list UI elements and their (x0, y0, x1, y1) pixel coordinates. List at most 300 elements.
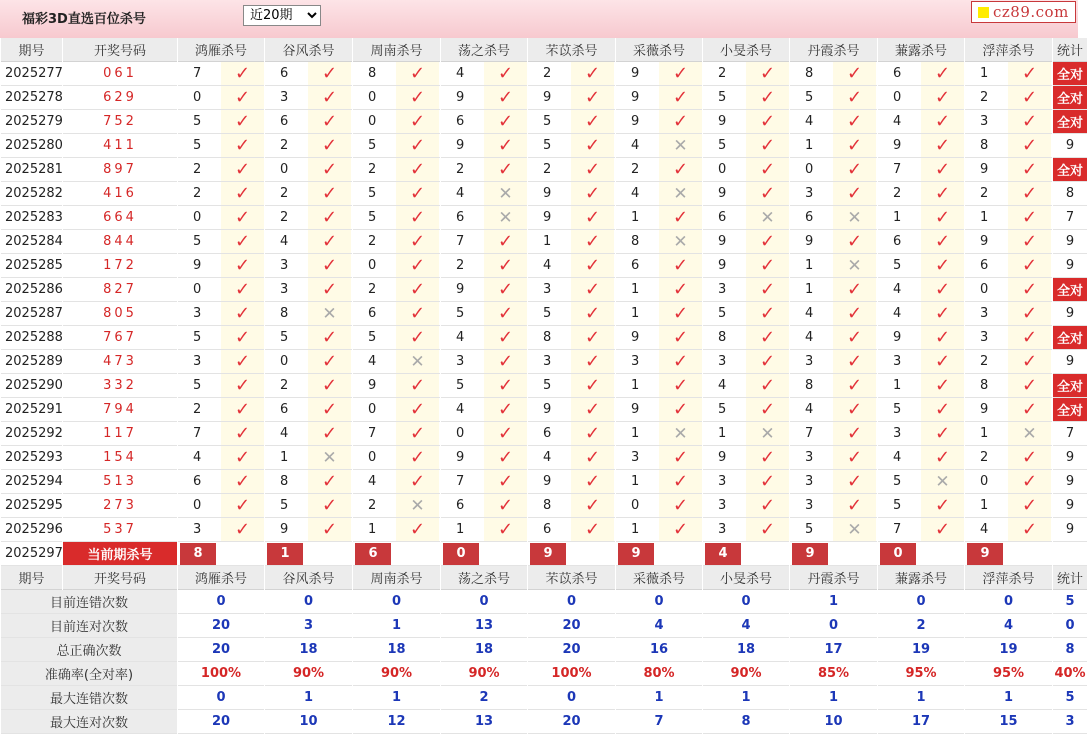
stat-cell: 9 (1053, 446, 1087, 470)
check-icon: ✓ (221, 422, 264, 445)
kill-cell (878, 158, 964, 182)
kill-cell (790, 62, 877, 86)
kill-number: 5 (718, 90, 727, 105)
period-cell: 2025280 (1, 134, 62, 158)
draw-number-cell: 664 (63, 206, 177, 230)
stat-cell: 全对 (1053, 374, 1087, 398)
check-icon: ✓ (484, 134, 527, 157)
check-icon: ✓ (746, 350, 789, 373)
kill-number: 3 (805, 186, 814, 201)
kill-cell (878, 326, 964, 350)
kill-cell (965, 206, 1052, 230)
cross-icon: ✕ (484, 206, 527, 229)
kill-number: 9 (718, 114, 727, 129)
period-cell: 2025282 (1, 182, 62, 206)
check-icon: ✓ (921, 206, 964, 229)
kill-cell (878, 350, 964, 374)
check-icon: ✓ (659, 446, 702, 469)
top-killer-header: 周南杀号 (353, 38, 440, 62)
kill-cell (265, 62, 352, 86)
stat-cell: 全对 (1053, 62, 1087, 86)
check-icon: ✓ (746, 230, 789, 253)
cross-icon: ✕ (833, 254, 876, 277)
kill-cell (790, 182, 877, 206)
kill-cell (353, 422, 440, 446)
check-icon: ✓ (659, 470, 702, 493)
kill-number: 5 (718, 306, 727, 321)
stat-value: 3 (1053, 710, 1087, 734)
kill-cell (965, 302, 1052, 326)
kill-cell (965, 398, 1052, 422)
check-icon: ✓ (746, 278, 789, 301)
kill-cell (178, 254, 264, 278)
cross-icon: ✕ (921, 470, 964, 493)
period-cell: 2025293 (1, 446, 62, 470)
kill-number: 9 (631, 330, 640, 345)
kill-number: 2 (193, 186, 202, 201)
kill-cell (703, 494, 789, 518)
kill-cell (353, 446, 440, 470)
cross-icon: ✕ (484, 182, 527, 205)
kill-cell (790, 278, 877, 302)
kill-cell (965, 422, 1052, 446)
stat-cell: 9 (1053, 302, 1087, 326)
stat-value: 95% (878, 662, 964, 686)
stat-value: 0 (178, 686, 264, 710)
kill-cell (703, 158, 789, 182)
bottom-killer-header: 蒹露杀号 (878, 566, 964, 590)
check-icon: ✓ (308, 230, 351, 253)
bottom-killer-header: 采薇杀号 (616, 566, 702, 590)
period-select[interactable] (243, 5, 321, 26)
check-icon: ✓ (308, 494, 351, 517)
page-title: 福彩3D直选百位杀号 (22, 12, 146, 27)
stat-cell: 全对 (1053, 110, 1087, 134)
kill-cell (441, 326, 527, 350)
stat-value: 17 (790, 638, 877, 662)
check-icon: ✓ (221, 278, 264, 301)
kill-number: 0 (368, 450, 377, 465)
kill-number: 2 (368, 282, 377, 297)
check-icon: ✓ (221, 326, 264, 349)
top-draw-header: 开奖号码 (63, 38, 177, 62)
kill-number: 3 (805, 354, 814, 369)
kill-cell (441, 374, 527, 398)
stat-value: 85% (790, 662, 877, 686)
kill-number: 9 (980, 162, 989, 177)
check-icon: ✓ (571, 134, 614, 157)
top-period-header: 期号 (1, 38, 62, 62)
kill-number: 4 (368, 474, 377, 489)
kill-cell (703, 182, 789, 206)
check-icon: ✓ (308, 326, 351, 349)
check-icon: ✓ (396, 254, 439, 277)
kill-cell (441, 134, 527, 158)
current-kill-badge: 6 (355, 543, 391, 565)
kill-number: 9 (631, 402, 640, 417)
stat-value: 90% (703, 662, 789, 686)
logo-text: cz89.com (993, 3, 1069, 21)
kill-cell (265, 326, 352, 350)
kill-cell (790, 158, 877, 182)
kill-number: 5 (368, 138, 377, 153)
kill-cell (178, 110, 264, 134)
cross-icon: ✕ (833, 518, 876, 541)
kill-number: 5 (893, 258, 902, 273)
top-killer-header: 浮萍杀号 (965, 38, 1052, 62)
kill-number: 8 (805, 378, 814, 393)
check-icon: ✓ (484, 326, 527, 349)
check-icon: ✓ (1008, 230, 1051, 253)
check-icon: ✓ (746, 302, 789, 325)
stat-value: 0 (528, 590, 615, 614)
kill-number: 0 (368, 90, 377, 105)
check-icon: ✓ (308, 350, 351, 373)
kill-cell (878, 134, 964, 158)
kill-cell (965, 518, 1052, 542)
draw-number-cell: 805 (63, 302, 177, 326)
kill-number: 1 (543, 234, 552, 249)
kill-cell (265, 206, 352, 230)
site-logo[interactable] (971, 1, 1076, 23)
stat-value: 10 (265, 710, 352, 734)
check-icon: ✓ (484, 518, 527, 541)
kill-number: 9 (456, 138, 465, 153)
draw-number-cell: 273 (63, 494, 177, 518)
check-icon: ✓ (396, 398, 439, 421)
kill-cell (616, 326, 702, 350)
kill-cell (790, 302, 877, 326)
kill-number: 6 (718, 210, 727, 225)
check-icon: ✓ (659, 278, 702, 301)
stat-cell: 9 (1053, 518, 1087, 542)
stat-value: 20 (528, 710, 615, 734)
check-icon: ✓ (484, 254, 527, 277)
check-icon: ✓ (833, 278, 876, 301)
kill-cell (878, 446, 964, 470)
kill-number: 3 (193, 306, 202, 321)
kill-cell (353, 206, 440, 230)
check-icon: ✓ (484, 158, 527, 181)
kill-cell (528, 446, 615, 470)
stat-row-label: 目前连错次数 (1, 590, 177, 614)
kill-cell (616, 158, 702, 182)
draw-number-cell: 537 (63, 518, 177, 542)
period-cell: 2025287 (1, 302, 62, 326)
check-icon: ✓ (1008, 206, 1051, 229)
kill-number: 0 (368, 114, 377, 129)
stat-value: 20 (528, 638, 615, 662)
kill-number: 9 (543, 474, 552, 489)
check-icon: ✓ (221, 302, 264, 325)
stat-row-label: 最大连对次数 (1, 710, 177, 734)
stat-value: 0 (616, 590, 702, 614)
check-icon: ✓ (833, 398, 876, 421)
draw-number-cell: 411 (63, 134, 177, 158)
kill-number: 4 (805, 402, 814, 417)
kill-number: 0 (193, 210, 202, 225)
stat-value: 90% (265, 662, 352, 686)
kill-number: 0 (280, 354, 289, 369)
kill-number: 9 (543, 186, 552, 201)
check-icon: ✓ (746, 110, 789, 133)
kill-cell (353, 86, 440, 110)
kill-number: 3 (193, 354, 202, 369)
bottom-killer-header: 周南杀号 (353, 566, 440, 590)
check-icon: ✓ (746, 398, 789, 421)
stat-value: 10 (790, 710, 877, 734)
kill-number: 2 (456, 162, 465, 177)
check-icon: ✓ (221, 158, 264, 181)
check-icon: ✓ (571, 326, 614, 349)
stat-value: 2 (441, 686, 527, 710)
check-icon: ✓ (396, 86, 439, 109)
kill-number: 4 (980, 522, 989, 537)
kill-number: 9 (980, 234, 989, 249)
kill-number: 2 (980, 354, 989, 369)
kill-number: 3 (456, 354, 465, 369)
draw-number-cell: 172 (63, 254, 177, 278)
kill-cell (441, 62, 527, 86)
stat-value: 1 (353, 686, 440, 710)
kill-number: 6 (456, 210, 465, 225)
kill-cell (178, 182, 264, 206)
stat-value: 5 (1053, 590, 1087, 614)
stat-cell: 9 (1053, 470, 1087, 494)
cross-icon: ✕ (746, 206, 789, 229)
kill-cell (616, 494, 702, 518)
current-kill-badge: 9 (967, 543, 1003, 565)
kill-number: 8 (280, 306, 289, 321)
kill-number: 5 (718, 402, 727, 417)
kill-number: 9 (456, 90, 465, 105)
kill-cell (616, 446, 702, 470)
kill-number: 3 (280, 282, 289, 297)
kill-number: 3 (805, 450, 814, 465)
kill-number: 6 (631, 258, 640, 273)
check-icon: ✓ (484, 374, 527, 397)
kill-number: 9 (543, 90, 552, 105)
stat-row-label: 总正确次数 (1, 638, 177, 662)
kill-cell (528, 374, 615, 398)
check-icon: ✓ (1008, 254, 1051, 277)
check-icon: ✓ (484, 494, 527, 517)
check-icon: ✓ (921, 110, 964, 133)
kill-number: 4 (893, 282, 902, 297)
draw-number-cell: 629 (63, 86, 177, 110)
check-icon: ✓ (921, 278, 964, 301)
draw-number-cell: 416 (63, 182, 177, 206)
kill-cell (441, 422, 527, 446)
check-icon: ✓ (571, 302, 614, 325)
kill-cell (616, 206, 702, 230)
period-cell: 2025294 (1, 470, 62, 494)
check-icon: ✓ (396, 518, 439, 541)
check-icon: ✓ (221, 134, 264, 157)
kill-number: 2 (543, 66, 552, 81)
check-icon: ✓ (746, 470, 789, 493)
check-icon: ✓ (833, 182, 876, 205)
check-icon: ✓ (833, 302, 876, 325)
check-icon: ✓ (746, 518, 789, 541)
check-icon: ✓ (921, 326, 964, 349)
check-icon: ✓ (484, 302, 527, 325)
kill-cell (703, 398, 789, 422)
cross-icon: ✕ (833, 206, 876, 229)
check-icon: ✓ (221, 398, 264, 421)
kill-cell (441, 302, 527, 326)
check-icon: ✓ (921, 518, 964, 541)
kill-number: 1 (631, 282, 640, 297)
kill-cell (965, 158, 1052, 182)
kill-cell (178, 494, 264, 518)
kill-cell (441, 182, 527, 206)
current-kill-label: 当前期杀号 (63, 542, 177, 566)
kill-number: 4 (805, 330, 814, 345)
kill-number: 3 (543, 354, 552, 369)
kill-cell (965, 182, 1052, 206)
kill-cell (703, 518, 789, 542)
kill-number: 5 (368, 210, 377, 225)
check-icon: ✓ (571, 350, 614, 373)
kill-cell (528, 206, 615, 230)
check-icon: ✓ (308, 62, 351, 85)
kill-number: 1 (980, 426, 989, 441)
stat-cell: 全对 (1053, 86, 1087, 110)
stat-value: 0 (265, 590, 352, 614)
stat-cell: 7 (1053, 206, 1087, 230)
kill-cell (441, 206, 527, 230)
check-icon: ✓ (571, 446, 614, 469)
kill-cell (790, 86, 877, 110)
check-icon: ✓ (221, 182, 264, 205)
kill-number: 9 (893, 330, 902, 345)
check-icon: ✓ (484, 398, 527, 421)
draw-number-cell: 897 (63, 158, 177, 182)
kill-cell (703, 278, 789, 302)
kill-cell (353, 302, 440, 326)
stat-value: 90% (441, 662, 527, 686)
stat-value: 12 (353, 710, 440, 734)
kill-cell (178, 158, 264, 182)
kill-number: 1 (805, 282, 814, 297)
stat-value: 0 (353, 590, 440, 614)
stat-value: 4 (616, 614, 702, 638)
draw-number-cell: 513 (63, 470, 177, 494)
kill-number: 7 (456, 234, 465, 249)
check-icon: ✓ (571, 518, 614, 541)
kill-number: 9 (718, 234, 727, 249)
top-killer-header: 小旻杀号 (703, 38, 789, 62)
kill-cell (353, 134, 440, 158)
kill-cell (528, 326, 615, 350)
kill-number: 2 (193, 162, 202, 177)
kill-number: 2 (980, 450, 989, 465)
kill-cell (178, 134, 264, 158)
kill-cell (528, 230, 615, 254)
kill-cell (441, 446, 527, 470)
check-icon: ✓ (221, 254, 264, 277)
kill-cell (265, 446, 352, 470)
top-killer-header: 鸿雁杀号 (178, 38, 264, 62)
check-icon: ✓ (833, 86, 876, 109)
check-icon: ✓ (921, 302, 964, 325)
kill-cell (965, 254, 1052, 278)
kill-number: 8 (543, 330, 552, 345)
kill-cell (441, 230, 527, 254)
check-icon: ✓ (833, 446, 876, 469)
kill-number: 5 (456, 306, 465, 321)
kill-cell (878, 470, 964, 494)
current-kill-badge: 9 (530, 543, 566, 565)
check-icon: ✓ (921, 494, 964, 517)
stat-value: 0 (965, 590, 1052, 614)
kill-cell (265, 110, 352, 134)
kill-cell (965, 230, 1052, 254)
check-icon: ✓ (396, 326, 439, 349)
kill-cell (965, 374, 1052, 398)
check-icon: ✓ (571, 158, 614, 181)
kill-cell (528, 518, 615, 542)
check-icon: ✓ (1008, 110, 1051, 133)
check-icon: ✓ (659, 302, 702, 325)
stat-value: 20 (178, 614, 264, 638)
kill-number-table (1, 38, 1087, 734)
kill-number: 6 (456, 498, 465, 513)
kill-number: 6 (280, 66, 289, 81)
current-kill-cell (265, 542, 352, 566)
top-killer-header: 荡之杀号 (441, 38, 527, 62)
check-icon: ✓ (833, 62, 876, 85)
check-icon: ✓ (308, 470, 351, 493)
kill-cell (441, 158, 527, 182)
cross-icon: ✕ (308, 446, 351, 469)
kill-cell (703, 446, 789, 470)
stat-cell: 全对 (1053, 278, 1087, 302)
kill-cell (265, 350, 352, 374)
kill-cell (790, 206, 877, 230)
kill-number: 3 (980, 114, 989, 129)
kill-number: 7 (193, 66, 202, 81)
stat-cell: 全对 (1053, 326, 1087, 350)
kill-number: 1 (718, 426, 727, 441)
kill-cell (703, 86, 789, 110)
bottom-killer-header: 浮萍杀号 (965, 566, 1052, 590)
current-kill-cell (703, 542, 789, 566)
kill-number: 4 (805, 114, 814, 129)
kill-number: 1 (980, 498, 989, 513)
cross-icon: ✕ (659, 182, 702, 205)
period-cell: 2025277 (1, 62, 62, 86)
kill-number: 1 (456, 522, 465, 537)
kill-number: 7 (893, 162, 902, 177)
kill-cell (178, 278, 264, 302)
kill-number: 5 (543, 378, 552, 393)
kill-cell (790, 326, 877, 350)
kill-cell (790, 254, 877, 278)
kill-number: 5 (543, 138, 552, 153)
kill-number: 4 (631, 186, 640, 201)
kill-number: 5 (805, 90, 814, 105)
check-icon: ✓ (921, 446, 964, 469)
check-icon: ✓ (659, 206, 702, 229)
kill-number: 1 (631, 378, 640, 393)
kill-cell (616, 110, 702, 134)
cross-icon: ✕ (746, 422, 789, 445)
kill-cell (703, 374, 789, 398)
stat-value: 18 (265, 638, 352, 662)
kill-number: 5 (893, 474, 902, 489)
